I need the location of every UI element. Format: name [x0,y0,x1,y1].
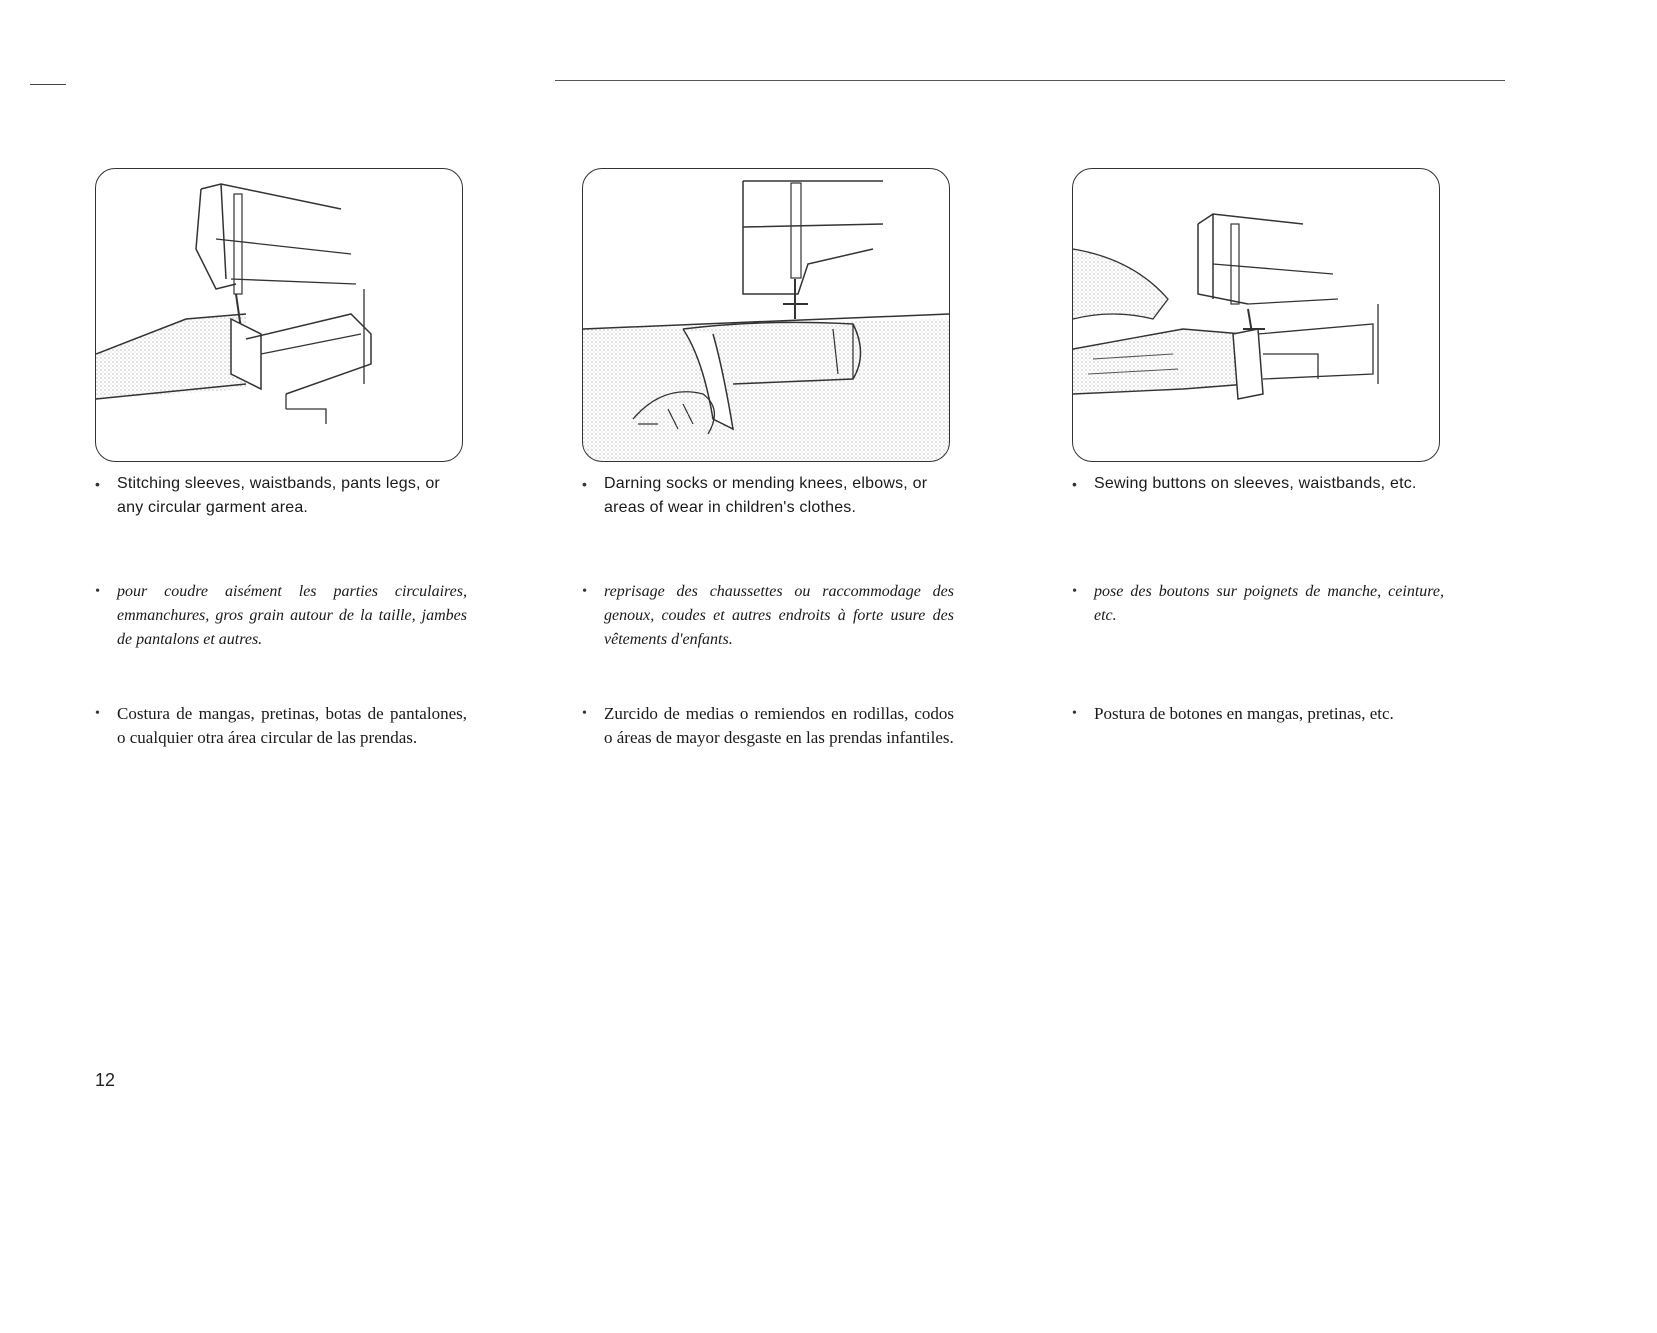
darning-drawing [583,169,949,461]
column-sleeves [95,168,467,750]
bullet: • [1072,584,1077,599]
bullet: • [95,584,100,599]
item-english [95,472,467,580]
bullet: • [582,706,587,721]
bullet: • [95,476,101,492]
item-spanish [582,702,954,750]
sewing-machine-sleeve-illustration [95,168,463,462]
text-english: Sewing buttons on sleeves, waistbands, etc. [1094,475,1417,492]
bullet: • [95,706,100,721]
item-french [95,580,467,702]
page-number: 12 [95,1070,116,1090]
text-spanish: Costura de mangas, pretinas, botas de pantalones, o cualquier otra área circular de las prendas. [117,704,467,747]
text-french: pose des boutons sur poignets de manche, ceinture, etc. [1094,583,1444,624]
sewing-machine-buttons-illustration [1072,168,1440,462]
text-english: Stitching sleeves, waistbands, pants legs, or any circular garment area. [117,475,440,516]
corner-mark [30,84,66,88]
item-spanish [95,702,467,750]
text-english: Darning socks or mending knees, elbows, or areas of wear in children's clothes. [604,475,928,516]
text-french: pour coudre aisément les parties circulaires, emmanchures, gros grain autour de la taille, jambes de pantalons et autres. [117,583,467,648]
item-english [582,472,954,580]
bullet: • [582,584,587,599]
item-french [1072,580,1444,702]
bullet: • [1072,706,1077,721]
text-spanish: Postura de botones en mangas, pretinas, etc. [1094,704,1394,723]
text-french: reprisage des chaussettes ou raccommodage des genoux, coudes et autres endroits à forte usure des vêtements d'enfants. [604,583,954,648]
text-spanish: Zurcido de medias o remiendos en rodillas, codos o áreas de mayor desgaste en las prendas infantiles. [604,704,954,747]
sewing-machine-darning-illustration [582,168,950,462]
bullet: • [1072,476,1078,492]
bullet: • [582,476,588,492]
buttons-drawing [1073,169,1439,461]
column-darning [582,168,954,750]
item-english [1072,472,1444,580]
sleeve-drawing [96,169,462,461]
item-french [582,580,954,702]
column-buttons [1072,168,1444,726]
header-rule [555,80,1505,81]
item-spanish [1072,702,1444,726]
